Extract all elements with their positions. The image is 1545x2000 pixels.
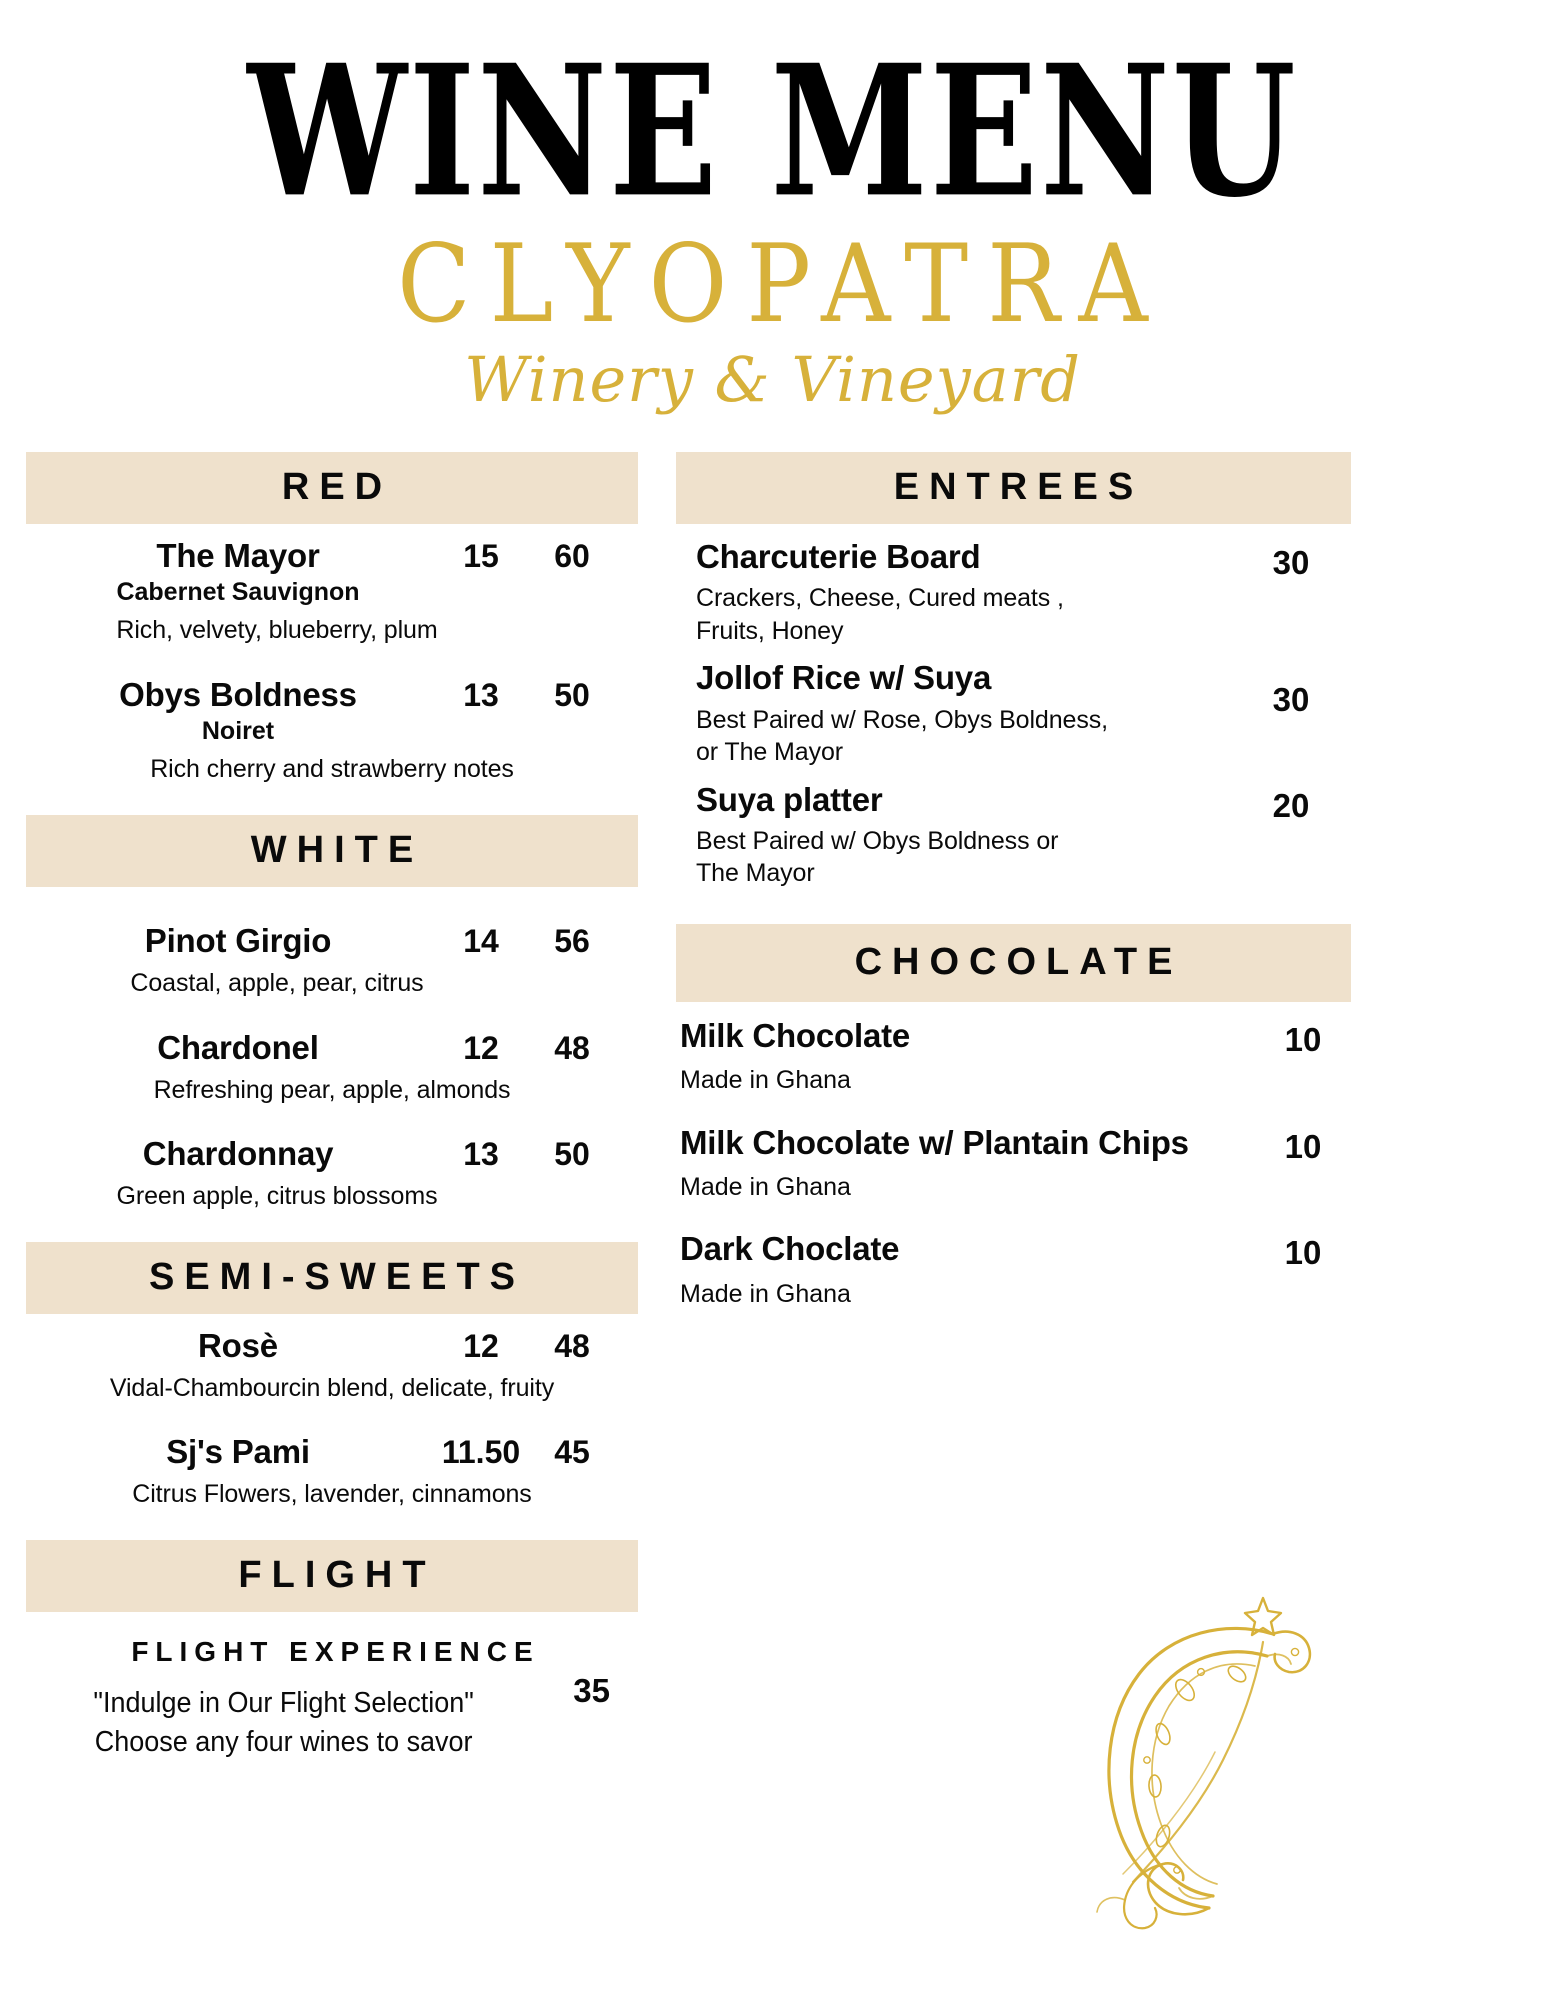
wine-row bbox=[26, 1433, 638, 1472]
brand-name: CLYOPATRA bbox=[397, 221, 1167, 347]
chocolate-description: Made in Ghana bbox=[680, 1279, 851, 1308]
wine-name-block bbox=[26, 676, 440, 747]
section-label-entrees: ENTREES bbox=[893, 466, 1144, 508]
section-banner-semi-sweets bbox=[26, 1242, 638, 1314]
chocolate-item bbox=[676, 1006, 1351, 1101]
wine-item bbox=[26, 667, 638, 790]
entree-name: Suya platter bbox=[696, 780, 883, 818]
chocolate-price: 10 bbox=[1284, 1234, 1322, 1272]
chocolate-description: Made in Ghana bbox=[680, 1066, 851, 1095]
wine-item bbox=[26, 1126, 638, 1216]
wine-tasting-notes: Vidal-Chambourcin blend, delicate, fruity bbox=[109, 1373, 555, 1402]
flight-experience-block bbox=[26, 1616, 638, 1761]
wine-name: Chardonel bbox=[157, 1028, 319, 1066]
entree-name: Jollof Rice w/ Suya bbox=[696, 659, 992, 697]
entree-description-line-1: Best Paired w/ Obys Boldness or bbox=[696, 826, 1059, 855]
wine-price-glass: 12 bbox=[463, 1029, 499, 1066]
entree-text bbox=[676, 659, 1231, 768]
wine-tasting-notes: Coastal, apple, pear, citrus bbox=[130, 969, 424, 998]
wine-price-bottle: 56 bbox=[554, 923, 590, 960]
wine-name: The Mayor bbox=[156, 537, 320, 574]
flight-tagline bbox=[47, 1684, 616, 1761]
wine-tasting-notes: Refreshing pear, apple, almonds bbox=[153, 1075, 511, 1104]
entree-description-line-2: Fruits, Honey bbox=[696, 616, 844, 645]
wine-row bbox=[26, 537, 638, 608]
wine-tasting-notes: Citrus Flowers, lavender, cinnamons bbox=[132, 1480, 532, 1509]
wine-price-glass: 11.50 bbox=[441, 1434, 521, 1471]
wine-name-block bbox=[26, 1433, 440, 1472]
wine-price-glass: 12 bbox=[463, 1327, 499, 1364]
chocolate-text bbox=[676, 1017, 1255, 1097]
entree-price: 30 bbox=[1272, 544, 1310, 581]
left-column bbox=[26, 452, 638, 1761]
wine-tasting-notes: Green apple, citrus blossoms bbox=[116, 1181, 438, 1210]
entree-description-line-1: Best Paired w/ Rose, Obys Boldness, bbox=[696, 705, 1108, 734]
wine-name: Sj's Pami bbox=[166, 1433, 310, 1471]
entree-description-line-1: Crackers, Cheese, Cured meats , bbox=[696, 584, 1064, 613]
wine-name-block bbox=[26, 537, 440, 608]
wine-row bbox=[26, 1327, 638, 1366]
wine-row bbox=[26, 922, 638, 961]
chocolate-price: 10 bbox=[1284, 1127, 1322, 1165]
wine-row bbox=[26, 1029, 638, 1068]
flight-tagline-line-2: Choose any four wines to savor bbox=[94, 1725, 473, 1758]
chocolate-name: Milk Chocolate bbox=[680, 1016, 911, 1054]
chocolate-text bbox=[676, 1124, 1255, 1204]
wine-tasting-notes: Rich cherry and strawberry notes bbox=[150, 755, 514, 784]
wine-name: Pinot Girgio bbox=[144, 922, 332, 960]
chocolate-item bbox=[676, 1219, 1351, 1314]
section-banner-entrees bbox=[676, 452, 1351, 524]
wine-price-bottle: 50 bbox=[554, 1135, 590, 1172]
section-label-white: WHITE bbox=[250, 829, 424, 872]
entree-item bbox=[676, 528, 1351, 649]
wine-item bbox=[26, 913, 638, 1003]
wine-price-glass: 13 bbox=[463, 1135, 499, 1172]
entree-item bbox=[676, 649, 1351, 770]
section-label-flight: FLIGHT bbox=[238, 1554, 436, 1597]
wine-name-block bbox=[26, 1327, 440, 1366]
wine-varietal: Noiret bbox=[201, 716, 275, 745]
entree-text bbox=[676, 781, 1231, 890]
wine-name-block bbox=[26, 922, 440, 961]
entree-text bbox=[676, 538, 1231, 647]
section-label-red: RED bbox=[281, 466, 393, 508]
section-label-semi-sweets: SEMI-SWEETS bbox=[148, 1255, 526, 1298]
wine-price-bottle: 60 bbox=[554, 538, 590, 574]
wine-item bbox=[26, 1424, 638, 1514]
entree-item bbox=[676, 771, 1351, 892]
section-label-chocolate: CHOCOLATE bbox=[854, 940, 1183, 983]
section-banner-flight bbox=[26, 1540, 638, 1612]
chocolate-name: Dark Choclate bbox=[680, 1230, 900, 1268]
wine-item bbox=[26, 1318, 638, 1408]
chocolate-description: Made in Ghana bbox=[680, 1172, 851, 1201]
flight-price: 35 bbox=[573, 1672, 610, 1710]
entree-description-line-2: The Mayor bbox=[696, 859, 815, 888]
wine-price-bottle: 48 bbox=[554, 1029, 590, 1066]
wine-row bbox=[26, 1135, 638, 1174]
entree-description-line-2: or The Mayor bbox=[696, 738, 844, 767]
wine-price-glass: 15 bbox=[463, 538, 499, 574]
wine-name: Chardonnay bbox=[142, 1134, 334, 1172]
menu-columns bbox=[0, 452, 1545, 1761]
section-banner-chocolate bbox=[676, 924, 1351, 1002]
wine-item bbox=[26, 528, 638, 651]
wine-price-bottle: 45 bbox=[554, 1434, 590, 1471]
entree-price: 20 bbox=[1272, 786, 1310, 824]
wine-price-glass: 14 bbox=[463, 923, 499, 960]
wine-price-bottle: 50 bbox=[554, 676, 590, 713]
wine-name: Obys Boldness bbox=[119, 675, 357, 713]
wine-varietal: Cabernet Sauvignon bbox=[116, 577, 360, 606]
wine-name-block bbox=[26, 1135, 440, 1174]
wine-name: Rosè bbox=[198, 1326, 278, 1364]
section-banner-red bbox=[26, 452, 638, 524]
chocolate-text bbox=[676, 1230, 1255, 1310]
section-banner-white bbox=[26, 815, 638, 887]
entree-price: 30 bbox=[1272, 681, 1310, 719]
wine-item bbox=[26, 1020, 638, 1110]
right-column bbox=[676, 452, 1351, 1761]
monogram-c-ornament bbox=[1067, 1582, 1347, 1942]
entree-name: Charcuterie Board bbox=[696, 538, 981, 575]
wine-tasting-notes: Rich, velvety, blueberry, plum bbox=[116, 616, 438, 645]
wine-name-block bbox=[26, 1029, 440, 1068]
chocolate-name: Milk Chocolate w/ Plantain Chips bbox=[680, 1123, 1189, 1161]
page-title: WINE MENU bbox=[247, 24, 1298, 238]
menu-header bbox=[0, 0, 1545, 417]
flight-experience-title: FLIGHT EXPERIENCE bbox=[131, 1636, 540, 1668]
wine-row bbox=[26, 676, 638, 747]
flight-tagline-line-1: "Indulge in Our Flight Selection" bbox=[93, 1687, 474, 1720]
chocolate-item bbox=[676, 1113, 1351, 1208]
wine-price-bottle: 48 bbox=[554, 1327, 590, 1364]
brand-tagline: Winery & Vineyard bbox=[464, 343, 1081, 417]
wine-price-glass: 13 bbox=[463, 676, 499, 713]
chocolate-price: 10 bbox=[1284, 1020, 1322, 1058]
